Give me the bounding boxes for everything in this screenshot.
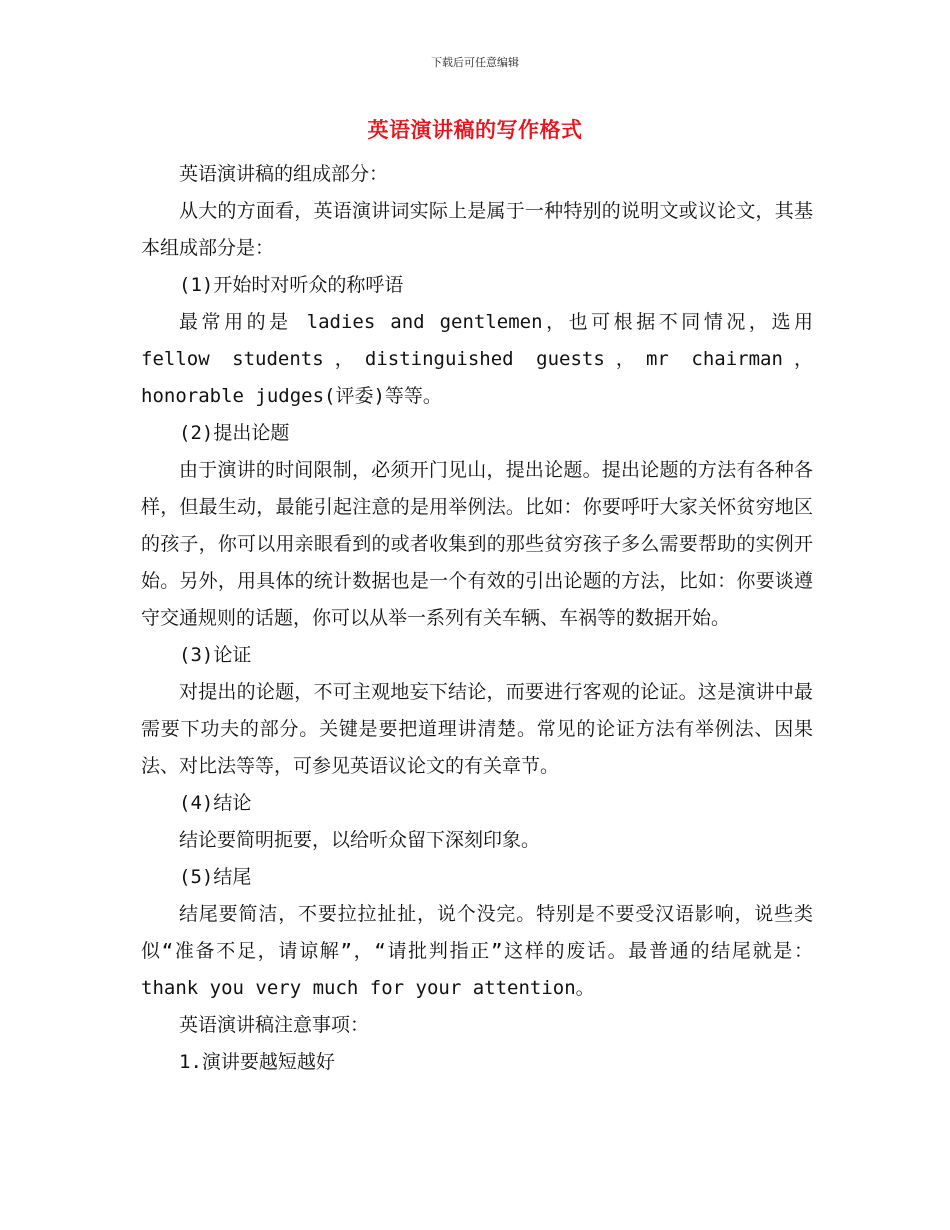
- paragraph-conclusion: 结论要简明扼要，以给听众留下深刻印象。: [179, 829, 541, 851]
- paragraph-notes-heading: 英语演讲稿注意事项：: [179, 1014, 370, 1036]
- paragraph-argument: 对提出的论题，不可主观地妄下结论，而要进行客观的论证。这是演讲中最需要下功夫的部分。关键是要把道理讲清楚。常见的论证方法有举例法、因果法、对比法等等，可参见英语议论文的有关章节。: [141, 681, 813, 777]
- header-note: 下载后可任意编辑: [431, 56, 519, 69]
- paragraph-salutation: 最常用的是 ladies and gentlemen，也可根据不同情况，选用 fellow students，distinguished guests，mr chairman，honorable judges(评委)等等。: [141, 311, 813, 407]
- paragraph-overview: 从大的方面看，英语演讲词实际上是属于一种特别的说明文或议论文，其基本组成部分是：: [141, 200, 813, 259]
- section-heading-salutation: (1)开始时对听众的称呼语: [179, 274, 404, 296]
- document-title: 英语演讲稿的写作格式: [367, 117, 583, 142]
- section-heading-ending: (5)结尾: [179, 866, 252, 888]
- paragraph-topic: 由于演讲的时间限制，必须开门见山，提出论题。提出论题的方法有各种各样，但最生动，最能引起注意的是用举例法。比如：你要呼吁大家关怀贫穷地区的孩子，你可以用亲眼看到的或者收集到的那些贫穷孩子多么需要帮助的实例开始。另外，用具体的统计数据也是一个有效的引出论题的方法，比如：你要谈遵守交通规则的话题，你可以从举一系列有关车辆、车祸等的数据开始。: [141, 459, 813, 629]
- paragraph-ending: 结尾要简洁，不要拉拉扯扯，说个没完。特别是不要受汉语影响，说些类似“准备不足，请谅解”，“请批判指正”这样的废话。最普通的结尾就是：thank you very much for your attention。: [141, 903, 813, 999]
- note-item-1: 1.演讲要越短越好: [179, 1051, 335, 1073]
- document-body: [141, 156, 813, 1081]
- section-heading-topic: (2)提出论题: [179, 422, 290, 444]
- section-heading-argument: (3)论证: [179, 644, 252, 666]
- section-heading-conclusion: (4)结论: [179, 792, 252, 814]
- paragraph-components-heading: 英语演讲稿的组成部分：: [179, 163, 389, 185]
